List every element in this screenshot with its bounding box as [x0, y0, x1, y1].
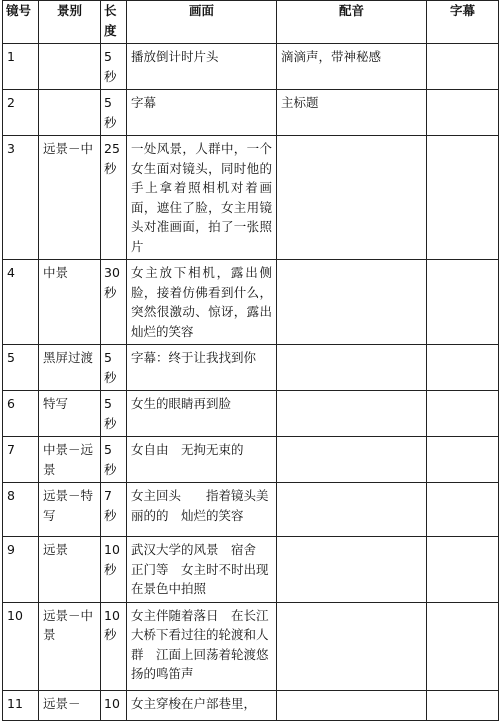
- header-audio: 配音: [277, 1, 427, 44]
- picture-cell: 女主穿梭在户部巷里，: [127, 690, 277, 720]
- table-row: [3, 437, 499, 483]
- table-row: [3, 690, 499, 720]
- audio-cell: [277, 690, 427, 720]
- scene-cell: 中景: [39, 260, 101, 345]
- header-scene-type: 景别: [39, 1, 101, 44]
- shot-no-cell: 8: [3, 483, 39, 537]
- picture-cell: 女主回头 指着镜头美丽的的 灿烂的笑容: [127, 483, 277, 537]
- table-row: [3, 345, 499, 391]
- audio-cell: 主标题: [277, 90, 427, 136]
- shot-no-cell: 2: [3, 90, 39, 136]
- duration-cell: 5秒: [101, 44, 127, 90]
- shot-no-cell: 5: [3, 345, 39, 391]
- subtitle-cell: [427, 90, 499, 136]
- duration-cell: 25秒: [101, 136, 127, 260]
- header-picture: 画面: [127, 1, 277, 44]
- audio-cell: [277, 136, 427, 260]
- shot-no-cell: 9: [3, 537, 39, 603]
- duration-cell: 5秒: [101, 345, 127, 391]
- subtitle-cell: [427, 602, 499, 690]
- table-row: [3, 483, 499, 537]
- duration-cell: 10秒: [101, 602, 127, 690]
- audio-cell: [277, 437, 427, 483]
- shot-no-cell: 3: [3, 136, 39, 260]
- table-row: [3, 391, 499, 437]
- subtitle-cell: [427, 391, 499, 437]
- header-subtitle: 字幕: [427, 1, 499, 44]
- picture-cell: 女主放下相机，露出侧脸，接着仿佛看到什么，突然很激动、惊讶，露出灿烂的笑容: [127, 260, 277, 345]
- scene-cell: 远景－特写: [39, 483, 101, 537]
- picture-cell: 女生的眼睛再到脸: [127, 391, 277, 437]
- scene-cell: 远景－中景: [39, 602, 101, 690]
- subtitle-cell: [427, 437, 499, 483]
- subtitle-cell: [427, 483, 499, 537]
- picture-cell: 字幕：终于让我找到你: [127, 345, 277, 391]
- shot-no-cell: 7: [3, 437, 39, 483]
- picture-cell: 女主伴随着落日 在长江大桥下看过往的轮渡和人群 江面上回荡着轮渡悠扬的鸣笛声: [127, 602, 277, 690]
- scene-cell: [39, 44, 101, 90]
- duration-cell: 10: [101, 690, 127, 720]
- shot-no-cell: 11: [3, 690, 39, 720]
- audio-cell: [277, 602, 427, 690]
- shot-no-cell: 4: [3, 260, 39, 345]
- picture-cell: 播放倒计时片头: [127, 44, 277, 90]
- duration-cell: 10秒: [101, 537, 127, 603]
- subtitle-cell: [427, 260, 499, 345]
- table-row: [3, 136, 499, 260]
- audio-cell: 滴滴声，带神秘感: [277, 44, 427, 90]
- subtitle-cell: [427, 690, 499, 720]
- duration-cell: 30秒: [101, 260, 127, 345]
- scene-cell: 特写: [39, 391, 101, 437]
- scene-cell: 中景－远景: [39, 437, 101, 483]
- scene-cell: 远景－: [39, 690, 101, 720]
- audio-cell: [277, 260, 427, 345]
- table-row: [3, 260, 499, 345]
- audio-cell: [277, 391, 427, 437]
- duration-cell: 7秒: [101, 483, 127, 537]
- shot-no-cell: 10: [3, 602, 39, 690]
- table-row: [3, 90, 499, 136]
- shot-no-cell: 1: [3, 44, 39, 90]
- subtitle-cell: [427, 537, 499, 603]
- scene-cell: 黑屏过渡: [39, 345, 101, 391]
- audio-cell: [277, 537, 427, 603]
- picture-cell: 女自由 无拘无束的: [127, 437, 277, 483]
- table-row: [3, 537, 499, 603]
- table-row: [3, 602, 499, 690]
- storyboard-table: [2, 0, 499, 721]
- subtitle-cell: [427, 345, 499, 391]
- audio-cell: [277, 345, 427, 391]
- duration-cell: 5秒: [101, 391, 127, 437]
- header-shot-no: 镜号: [3, 1, 39, 44]
- duration-cell: 5秒: [101, 90, 127, 136]
- scene-cell: 远景: [39, 537, 101, 603]
- audio-cell: [277, 483, 427, 537]
- subtitle-cell: [427, 136, 499, 260]
- picture-cell: 字幕: [127, 90, 277, 136]
- duration-cell: 5秒: [101, 437, 127, 483]
- subtitle-cell: [427, 44, 499, 90]
- header-duration: 长度: [101, 1, 127, 44]
- scene-cell: [39, 90, 101, 136]
- header-row: [3, 1, 499, 44]
- picture-cell: 武汉大学的风景 宿舍 正门等 女主时不时出现在景色中拍照: [127, 537, 277, 603]
- scene-cell: 远景－中: [39, 136, 101, 260]
- picture-cell: 一处风景，人群中，一个女生面对镜头，同时他的手上拿着照相机对着画面，遮住了脸，女主用镜头对准画面，拍了一张照片: [127, 136, 277, 260]
- shot-no-cell: 6: [3, 391, 39, 437]
- table-row: [3, 44, 499, 90]
